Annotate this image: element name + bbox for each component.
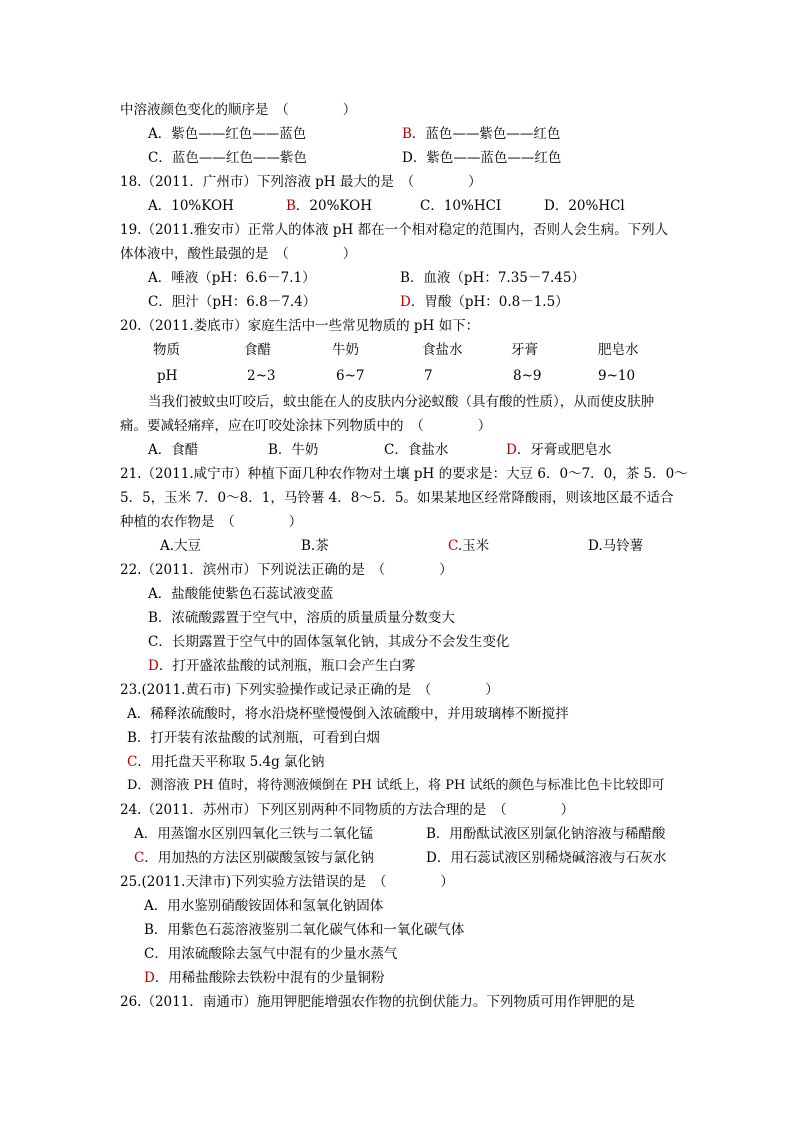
option-a: A．用水鉴别硝酸铵固体和氢氧化钠固体: [144, 898, 384, 914]
table-header-cell: 牛奶: [332, 342, 359, 358]
option-a: A.大豆: [160, 538, 202, 554]
option-a: A．唾液（pH：6.6－7.1）: [148, 270, 316, 286]
table-header-cell: 食盐水: [422, 342, 463, 358]
question-25: 25.(2011.天津市)下列实验方法错误的是 （ ）: [120, 874, 454, 890]
question-20-body: 痛。要减轻痛痒，应在叮咬处涂抹下列物质中的 （ ）: [120, 418, 492, 434]
option-b: B．血液（pH：7.35－7.45）: [400, 270, 585, 286]
option-a: A．稀释浓硫酸时，将水沿烧杯壁慢慢倒入浓硫酸中，并用玻璃棒不断搅拌: [127, 706, 569, 722]
question-23: 23.(2011.黄石市) 下列实验操作或记录正确的是 （ ）: [120, 682, 499, 698]
option-d: D．紫色——蓝色——红色: [402, 150, 562, 166]
question-text: 中溶液颜色变化的顺序是 （ ）: [120, 102, 357, 118]
table-cell: 8~9: [513, 368, 542, 384]
answer-letter: C: [448, 538, 458, 554]
question-20: 20.（2011.娄底市）家庭生活中一些常见物质的 pH 如下：: [120, 318, 480, 334]
option-a: A．10%KOH: [148, 198, 234, 214]
question-18: 18.（2011．广州市）下列溶液 pH 最大的是 （ ）: [120, 174, 482, 190]
option-d: D．牙膏或肥皂水: [506, 442, 612, 458]
table-header-cell: 物质: [153, 342, 180, 358]
answer-letter: C: [134, 850, 145, 866]
option-c: C．10%HCI: [420, 198, 502, 214]
question-19: 19.（2011.雅安市）正常人的体液 pH 都在一个相对稳定的范围内，否则人会生病。下列人: [120, 222, 669, 238]
option-c: C．用加热的方法区别碳酸氢铵与氯化钠: [134, 850, 374, 866]
option-b: B.茶: [301, 538, 329, 554]
question-21-cont: 5．5，玉米 7．0～8．1，马铃薯 4．8～5．5。如果某地区经常降酸雨，则该地区最不适合: [120, 490, 674, 506]
option-a: A．食醋: [148, 442, 199, 458]
option-b: B．蓝色——紫色——红色: [402, 126, 561, 142]
option-c: C．长期露置于空气中的固体氢氧化钠，其成分不会发生变化: [148, 634, 510, 650]
option-a: A．用蒸馏水区别四氧化三铁与二氧化锰: [134, 826, 374, 842]
answer-letter: B: [402, 126, 412, 142]
option-a: A．盐酸能使紫色石蕊试液变蓝: [148, 586, 334, 602]
option-d: D.马铃薯: [588, 538, 644, 554]
question-21-cont: 种植的农作物是 （ ）: [120, 514, 303, 530]
option-d: D．胃酸（pH：0.8－1.5）: [400, 294, 569, 310]
answer-letter: D: [148, 658, 159, 674]
question-19-cont: 体体液中，酸性最强的是 （ ）: [120, 246, 357, 262]
answer-letter: D: [506, 442, 517, 458]
option-c: C．用托盘天平称取 5.4g 氯化钠: [127, 754, 325, 770]
option-c: C．胆汁（pH：6.8－7.4）: [148, 294, 317, 310]
option-d: D．用石蕊试液区别稀烧碱溶液与石灰水: [426, 850, 667, 866]
option-b: B．浓硫酸露置于空气中，溶质的质量质量分数变大: [148, 610, 455, 626]
question-24: 24.（2011．苏州市）下列区别两种不同物质的方法合理的是 （ ）: [120, 802, 575, 818]
option-a: A．紫色——红色——蓝色: [148, 126, 307, 142]
question-21: 21.（2011.咸宁市）种植下面几种农作物对土壤 pH 的要求是：大豆 6．0～7．0，茶 5．0～: [120, 466, 688, 482]
question-20-body: 当我们被蚊虫叮咬后，蚊虫能在人的皮肤内分泌蚁酸（具有酸的性质），从而使皮肤肿: [148, 394, 655, 410]
question-26: 26.（2011．南通市）施用钾肥能增强农作物的抗倒伏能力。下列物质可用作钾肥的是: [120, 994, 635, 1010]
option-c: C．食盐水: [384, 442, 449, 458]
option-d: D．20%HCl: [544, 198, 625, 214]
option-c: C.玉米: [448, 538, 490, 554]
table-cell: 6~7: [336, 368, 365, 384]
answer-letter: D: [144, 970, 155, 986]
table-header-cell: 食醋: [244, 342, 271, 358]
option-c: C．用浓硫酸除去氢气中混有的少量水蒸气: [144, 946, 398, 962]
option-b: B．用紫色石蕊溶液鉴别二氧化碳气体和一氧化碳气体: [144, 922, 465, 938]
table-cell: 2~3: [247, 368, 276, 384]
table-cell: 9~10: [598, 368, 636, 384]
option-d: D．测溶液 PH 值时，将待测液倾倒在 PH 试纸上，将 PH 试纸的颜色与标准比色卡比较即可: [127, 778, 665, 793]
option-d: D．用稀盐酸除去铁粉中混有的少量铜粉: [144, 970, 385, 986]
option-b: B．打开装有浓盐酸的试剂瓶，可看到白烟: [127, 730, 380, 746]
answer-letter: D: [400, 294, 411, 310]
option-c: C．蓝色——红色——紫色: [148, 150, 307, 166]
table-header-cell: 牙膏: [511, 342, 538, 358]
answer-letter: C: [127, 754, 138, 770]
option-b: B．用酚酞试液区别氯化钠溶液与稀醋酸: [426, 826, 666, 842]
table-cell: 7: [424, 368, 433, 384]
question-22: 22.（2011．滨州市）下列说法正确的是 （ ）: [120, 562, 453, 578]
answer-letter: B: [286, 198, 296, 214]
table-header-cell: 肥皂水: [598, 342, 639, 358]
table-cell: pH: [157, 368, 178, 384]
option-d: D．打开盛浓盐酸的试剂瓶，瓶口会产生白雾: [148, 658, 416, 674]
option-b: B．20%KOH: [286, 198, 372, 214]
option-b: B．牛奶: [268, 442, 319, 458]
